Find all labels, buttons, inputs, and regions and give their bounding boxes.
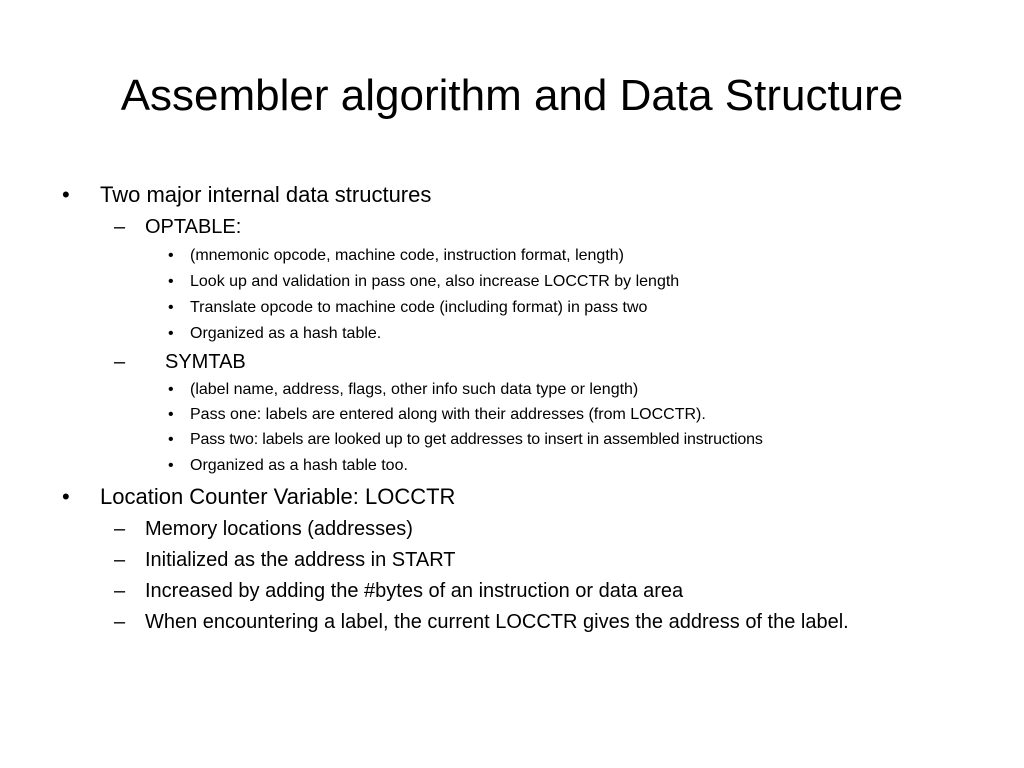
bullet-marker: • (168, 247, 174, 264)
bullet-marker: • (168, 381, 174, 398)
sub-bullet-text: When encountering a label, the current LOCCTR gives the address of the label. (145, 611, 849, 633)
dash-marker: – (114, 351, 126, 373)
sub-bullet-text: SYMTAB (165, 351, 246, 373)
sub-sub-bullet-text: Pass one: labels are entered along with their addresses (from LOCCTR). (190, 406, 706, 423)
bullet-text: Location Counter Variable: LOCCTR (100, 484, 456, 509)
sub-sub-bullet-text: Organized as a hash table too. (190, 457, 408, 474)
sub-bullet-text: Initialized as the address in START (145, 549, 456, 571)
dash-marker: – (114, 549, 126, 571)
slide-title: Assembler algorithm and Data Structure (120, 71, 904, 120)
bullet-marker: • (168, 457, 174, 474)
sub-sub-bullet-text: (label name, address, flags, other info such data type or length) (190, 381, 639, 398)
bullet-marker: • (168, 325, 174, 342)
bullet-marker: • (62, 484, 70, 509)
bullet-marker: • (168, 273, 174, 290)
dash-marker: – (114, 611, 126, 633)
dash-marker: – (114, 518, 126, 540)
sub-bullet-text: Memory locations (addresses) (145, 518, 413, 540)
sub-bullet-text: OPTABLE: (145, 216, 242, 238)
sub-bullet-text: Increased by adding the #bytes of an instruction or data area (145, 580, 684, 602)
bullet-marker: • (62, 182, 70, 207)
bullet-marker: • (168, 406, 174, 423)
sub-sub-bullet-text: (mnemonic opcode, machine code, instruction format, length) (190, 247, 624, 264)
bullet-marker: • (168, 431, 174, 448)
dash-marker: – (114, 580, 126, 602)
sub-sub-bullet-text: Organized as a hash table. (190, 325, 382, 342)
slide-body (0, 180, 1024, 680)
dash-marker: – (114, 216, 126, 238)
sub-sub-bullet-text: Translate opcode to machine code (including format) in pass two (190, 299, 648, 316)
sub-sub-bullet-text: Look up and validation in pass one, also increase LOCCTR by length (190, 273, 680, 290)
sub-sub-bullet-text: Pass two: labels are looked up to get addresses to insert in assembled instructions (190, 431, 763, 448)
bullet-marker: • (168, 299, 174, 316)
bullet-text: Two major internal data structures (100, 182, 432, 207)
